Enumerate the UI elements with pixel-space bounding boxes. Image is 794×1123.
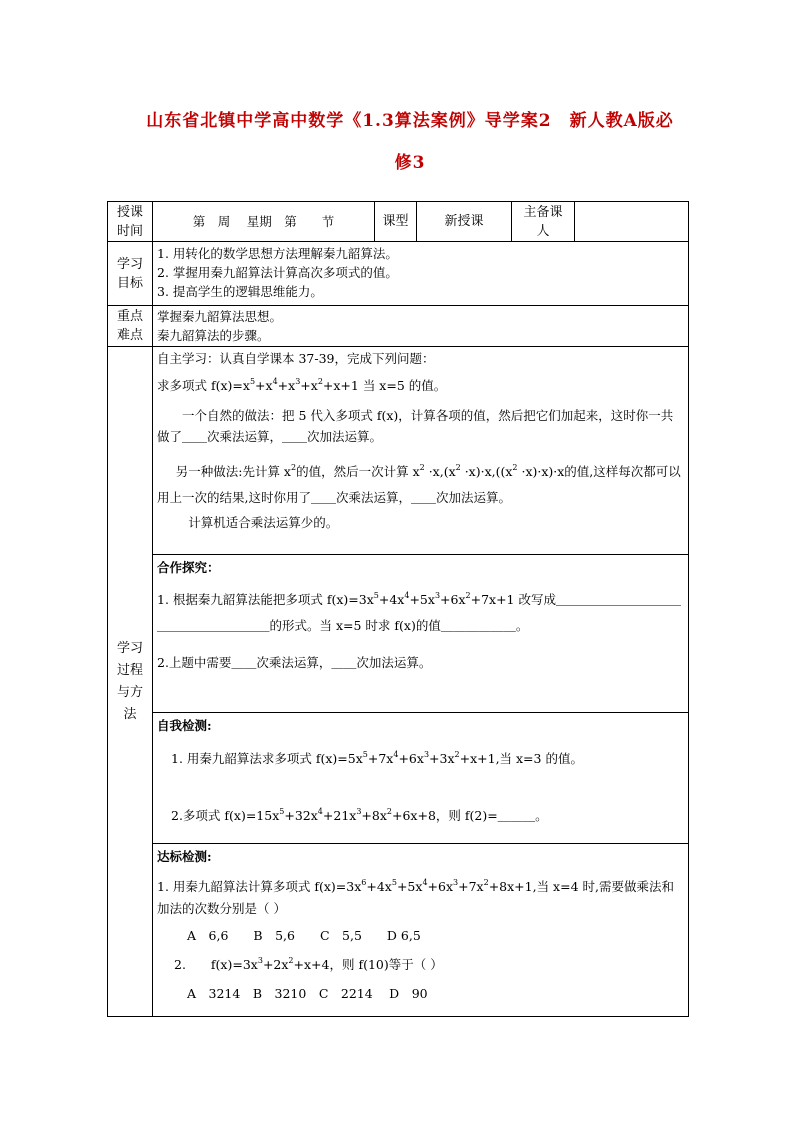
- focus-label: 重点 难点: [108, 306, 153, 347]
- schedule-value: 第 周 星期 第 节: [153, 202, 375, 242]
- focus-item: 掌握秦九韶算法思想。: [157, 309, 283, 324]
- natural-method-text: 一个自然的做法：把 5 代入多项式 f(x)，计算各项的值，然后把它们加起来，这时你一共做了＿＿次乘法运算，＿＿次加法运算。: [157, 408, 674, 444]
- document-title-line-1: 山东省北镇中学高中数学《1.3算法案例》导学案2 新人教A版必: [146, 111, 674, 131]
- lesson-type-value: 新授课: [417, 202, 512, 242]
- self-check-section: [153, 713, 689, 844]
- objectives-list: [153, 242, 689, 306]
- self-check-question-1: 1. 用秦九韶算法求多项式 $f(x)=5x^5+7x^4+6x^3+3x^2+x+1$,当 x=3 的值。: [171, 750, 583, 766]
- process-label: 学习 过程 与方 法: [108, 347, 153, 1017]
- target-check-heading: 达标检测:: [157, 849, 212, 864]
- self-study-task: 求多项式 $f(x)=x^5+x^4+x^3+x^2+x+1$ 当 x=5 的值。: [157, 377, 447, 393]
- target-check-question-2: 2. $f(x)=3x^3+2x^2+x+4$，则 f(10)等于（ ）: [174, 956, 443, 972]
- alternative-method-text: 另一种做法:先计算 $x^2$的值，然后一次计算 $x^2 \cdot x,(x^2 \cdot x)\cdot x,((x^2 \cdot x)\cdot x)\cdot x$的值,这样每次都可以用上一次的结果,这时你用了＿＿次乘法运算，＿＿次加法运算。: [157, 463, 681, 505]
- objectives-label: 学习 目标: [108, 242, 153, 306]
- objective-item: 1. 用转化的数学思想方法理解秦九韶算法。: [157, 246, 398, 261]
- self-check-row: [108, 713, 689, 844]
- target-check-question-1: 1. 用秦九韶算法计算多项式 $f(x)=3x^6+4x^5+5x^4+6x^3+7x^2+8x+1$,当 x=4 时,需要做乘法和加法的次数分别是（ ）: [157, 878, 674, 916]
- target-check-options-2: A 3214 B 3210 C 2214 D 90: [187, 986, 428, 1001]
- lead-teacher-label: 主备课人: [512, 202, 575, 242]
- schedule-label: 授课 时间: [108, 202, 153, 242]
- self-check-question-2: 2.多项式 $f(x)=15x^5+32x^4+21x^3+8x^2+6x+8$，则 f(2)=＿＿＿。: [171, 807, 548, 823]
- lesson-plan-table: [107, 201, 689, 1017]
- computer-note: 计算机适合乘法运算少的。: [188, 515, 339, 530]
- focus-row: [108, 306, 689, 347]
- focus-list: [153, 306, 689, 347]
- cooperation-question-2: 2.上题中需要＿＿次乘法运算，＿＿次加法运算。: [157, 655, 432, 670]
- self-study-row: [108, 347, 689, 555]
- cooperation-section: [153, 555, 689, 713]
- lead-teacher-value: [575, 202, 689, 242]
- schedule-row: [108, 202, 689, 242]
- cooperation-question-1: 1. 根据秦九韶算法能把多项式 $f(x)=3x^5+4x^4+5x^3+6x^2+7x+1$ 改写成＿＿＿＿＿＿＿＿＿＿＿＿＿＿＿＿＿＿＿的形式。当 x=5 时求 f(x)的值＿＿＿＿＿＿。: [157, 591, 682, 633]
- cooperation-heading: 合作探究：: [157, 560, 220, 575]
- objective-item: 3. 提高学生的逻辑思维能力。: [157, 284, 323, 299]
- self-check-heading: 自我检测:: [157, 718, 212, 733]
- cooperation-row: [108, 555, 689, 713]
- target-check-row: [108, 844, 689, 1017]
- lesson-type-label: 课型: [375, 202, 417, 242]
- objective-item: 2. 掌握用秦九韶算法计算高次多项式的值。: [157, 265, 398, 280]
- self-study-intro: 自主学习：认真自学课本 37-39，完成下列问题：: [157, 351, 435, 366]
- focus-item: 秦九韶算法的步骤。: [157, 328, 270, 343]
- target-check-options-1: A 6,6 B 5,6 C 5,5 D 6,5: [187, 928, 421, 943]
- objectives-row: [108, 242, 689, 306]
- target-check-section: [153, 844, 689, 1017]
- document-title-line-2: 修3: [394, 153, 426, 173]
- self-study-section: [153, 347, 689, 555]
